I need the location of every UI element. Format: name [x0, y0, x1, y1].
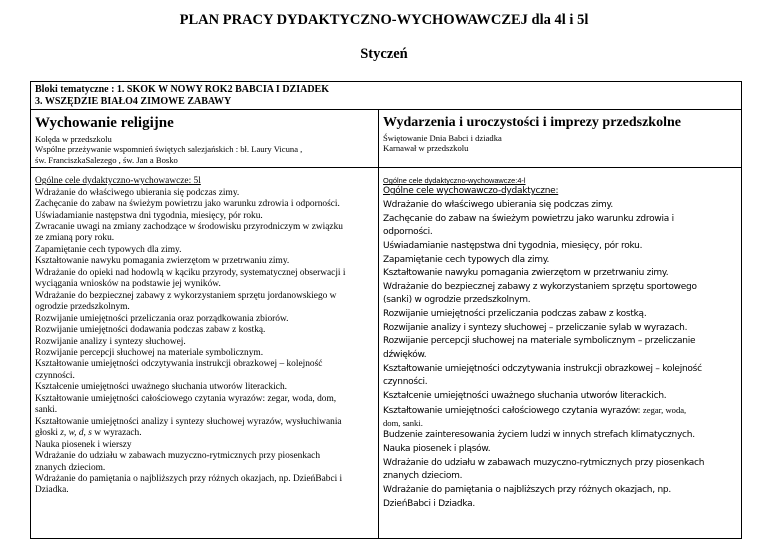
goal-item: Wdrażanie do opieki nad hodowlą w kąciku przyrody, systematycznej obserwacji i: [35, 267, 346, 278]
religious-item: św. FranciszkaSalezego , św. Jan a Bosko: [35, 154, 178, 165]
goal-item: Rozwijanie percepcji słuchowej na materiale symbolicznym – przeliczanie: [383, 336, 696, 347]
goal-item: Wdrażanie do udziału w zabawach muzyczno-rytmicznych przy piosenkach: [383, 457, 705, 468]
reading-words: zegar, woda,: [642, 404, 687, 415]
blocks-line-2: 3. WSZĘDZIE BIAŁO4 ZIMOWE ZABAWY: [35, 95, 232, 107]
events-item: Świętowanie Dnia Babci i dziadka: [383, 133, 502, 143]
goal-item: wyciągania wniosków na podstawie jej wyników.: [35, 279, 221, 290]
goal-item: Wdrażanie do właściwego ubierania się podczas zimy.: [35, 187, 240, 198]
goal-item: ze zmianą pory roku.: [35, 233, 115, 244]
goal-item: ogrodzie przedszkolnym.: [35, 302, 130, 313]
goal-item: DzieńBabci i Dziadka.: [383, 498, 476, 509]
religious-heading: Wychowanie religijne: [35, 115, 174, 131]
goal-item: Rozwijanie analizy i syntezy słuchowej.: [35, 336, 186, 347]
goal-item: znanych dzieciom.: [35, 462, 106, 473]
religious-item: Kolęda w przedszkolu: [35, 134, 112, 144]
goals-4l-cell: [379, 168, 742, 539]
goal-item: odporności.: [383, 227, 433, 238]
letters-suffix: w wyrazach.: [91, 428, 142, 439]
goal-item: Kształtowanie nawyku pomagania zwierzętom w przetrwaniu zimy.: [35, 256, 290, 267]
page-title: PLAN PRACY DYDAKTYCZNO-WYCHOWAWCZEJ dla 4l i 5l: [179, 12, 589, 28]
goal-item: Kształtowanie umiejętności analizy i syntezy słuchowej wyrazów, wysłuchiwania: [35, 416, 342, 427]
goal-item: Rozwijanie umiejętności dodawania podczas zabaw z kostką.: [35, 325, 266, 336]
goal-item: Kształcenie umiejętności uważnego słuchania utworów literackich.: [35, 382, 287, 393]
month-subtitle: Styczeń: [360, 46, 408, 62]
goal-item: Zwracanie uwagi na zmiany zachodzące w środowisku przyrodniczym w związku: [35, 222, 343, 233]
goal-item-reading: [383, 404, 737, 419]
goal-item: Wdrażanie do bezpiecznej zabawy z wykorzystaniem sprzętu jordanowskiego w: [35, 290, 337, 301]
reading-words-continued: dom, sanki.: [383, 418, 423, 429]
goal-item: Rozwijanie umiejętności przeliczania podczas zabaw z kostką.: [383, 309, 647, 320]
events-heading: Wydarzenia i uroczystości i imprezy przedszkolne: [383, 115, 681, 130]
goal-item: Dziadka.: [35, 485, 69, 496]
goals-4l-list: [383, 185, 737, 511]
goals-row: [31, 168, 742, 539]
goal-item: Kształtowanie umiejętności całościowego czytania wyrazów: zegar, woda, dom,: [35, 393, 337, 404]
goal-item: Kształtowanie umiejętności odczytywania instrukcji obrazkowej – kolejność: [383, 363, 702, 374]
goal-item: Wdrażanie do bezpiecznej zabawy z wykorzystaniem sprzętu sportowego: [383, 281, 697, 292]
events-item: Karnawał w przedszkolu: [383, 143, 469, 154]
plan-table: [30, 81, 742, 539]
goal-item: Rozwijanie percepcji słuchowej na materiale symbolicznym.: [35, 348, 264, 359]
letters-prefix: głoski: [35, 428, 61, 439]
goal-item: Wdrażanie do pamiętania o najbliższych przy różnych okazjach, np.: [383, 485, 672, 495]
goals-5l-cell: [31, 168, 379, 539]
goals-4l-heading: Ogólne cele wychowawczo-dydaktyczne:: [383, 186, 559, 197]
goal-item: Nauka piosenek i wierszy: [35, 439, 132, 450]
goal-item: Kształtowanie umiejętności odczytywania instrukcji obrazkowej – kolejność: [35, 359, 323, 370]
thematic-blocks-cell: [31, 82, 742, 110]
goal-item: Rozwijanie umiejętności przeliczania oraz porządkowania zbiorów.: [35, 313, 289, 324]
religious-list: [35, 134, 374, 165]
goal-item: Kształcenie umiejętności uważnego słuchania utworów literackich.: [383, 391, 667, 402]
letters-italic: z, w, d, s: [60, 428, 92, 439]
goal-item: Zapamiętanie cech typowych dla zimy.: [35, 244, 182, 255]
goal-item: Uświadamianie następstwa dni tygodnia, miesięcy, pór roku.: [383, 240, 643, 251]
goal-item: Kształtowanie nawyku pomagania zwierzętom w przetrwaniu zimy.: [383, 268, 669, 279]
goal-item: Uświadamianie następstwa dni tygodnia, miesięcy, pór roku.: [35, 210, 263, 221]
goal-item: sanki.: [35, 405, 58, 416]
goal-item: Zachęcanie do zabaw na świeżym powietrzu jako warunku zdrowia i: [383, 213, 674, 224]
goal-item: Wdrażanie do udziału w zabawach muzyczno-rytmicznych przy piosenkach: [35, 451, 321, 462]
goal-item: Nauka piosenek i pląsów.: [383, 444, 491, 455]
goal-item: czynności.: [383, 377, 428, 388]
goals-5l-list: [35, 176, 374, 497]
goal-item: dźwięków.: [383, 350, 427, 361]
goal-item: Zapamiętanie cech typowych dla zimy.: [383, 254, 550, 265]
blocks-line-1: Bloki tematyczne : 1. SKOK W NOWY ROK2 BABCIA I DZIADEK: [35, 84, 329, 95]
religious-cell: [31, 110, 379, 168]
events-list: [383, 133, 737, 154]
goal-item: czynności.: [35, 370, 75, 381]
reading-prefix: Kształtowanie umiejętności całościowego czytania wyrazów:: [383, 405, 643, 416]
headings-row: [31, 110, 742, 168]
goal-item: Rozwijanie analizy i syntezy słuchowej – przeliczanie sylab w wyrazach.: [383, 322, 688, 333]
events-cell: [379, 110, 742, 168]
goal-item: Wdrażanie do pamiętania o najbliższych przy różnych okazjach, np. DzieńBabci i: [35, 474, 343, 484]
goal-item: znanych dzieciom.: [383, 471, 463, 482]
goal-item-letters: [35, 428, 374, 439]
blocks-row: [31, 82, 742, 110]
goal-item: Zachęcanie do zabaw na świeżym powietrzu jako warunku zdrowia i odporności.: [35, 199, 340, 210]
goal-item: Wdrażanie do właściwego ubierania się podczas zimy.: [383, 199, 613, 210]
goals-5l-heading: Ogólne cele dydaktyczno-wychowawcze: 5l: [35, 176, 201, 187]
religious-item: Wspólne przeżywanie wspomnień świętych salezjańskich : bł. Laury Vicuna ,: [35, 144, 303, 155]
goal-item: Budzenie zainteresowania życiem ludzi w innych strefach klimatycznych.: [383, 430, 695, 441]
goals-4l-small-heading: Ogólne cele dydaktyczno-wychowawcze:4-l: [383, 176, 526, 186]
goal-item: (sanki) w ogrodzie przedszkolnym.: [383, 295, 531, 306]
